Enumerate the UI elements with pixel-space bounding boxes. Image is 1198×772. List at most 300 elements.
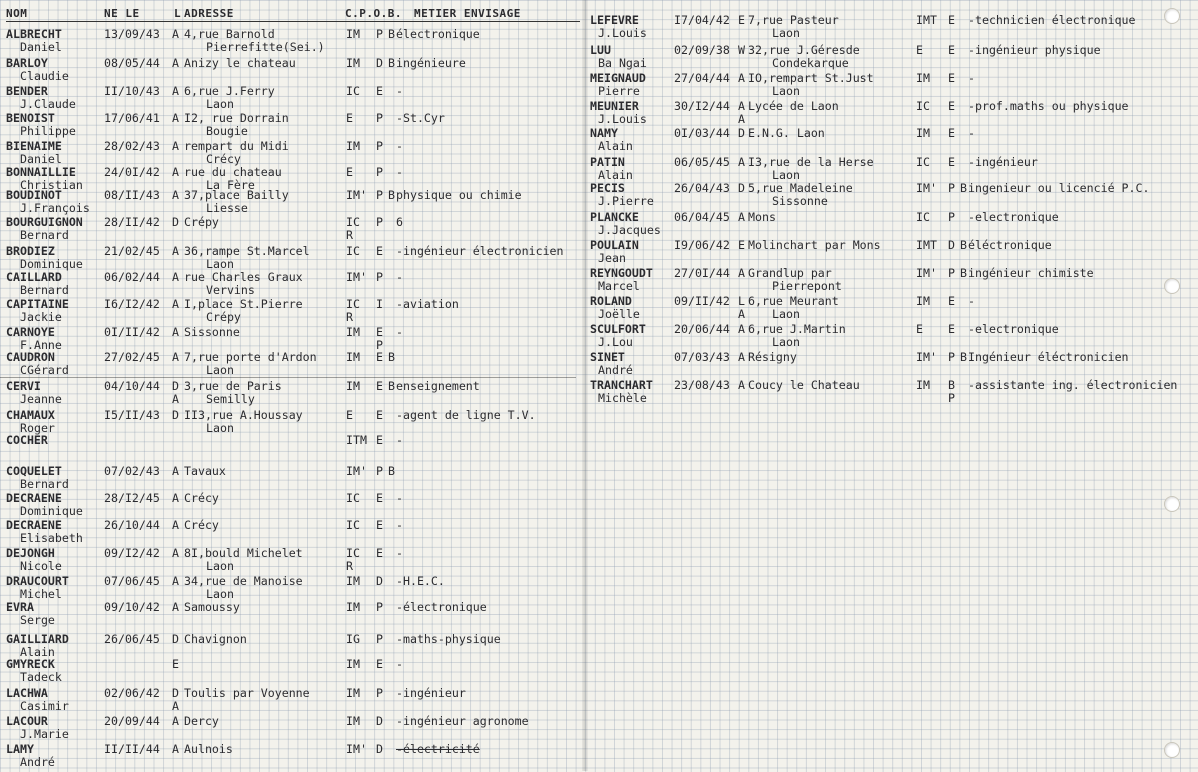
- address-line: I2, rue Dorrain: [184, 111, 289, 125]
- student-firstname: Jeanne: [20, 392, 62, 406]
- cpob-c: IM: [346, 657, 360, 671]
- status-letter-secondary: A: [738, 112, 745, 126]
- intended-career: -: [396, 433, 403, 447]
- address-town: Laon: [772, 307, 800, 321]
- cpob-p: E: [376, 518, 383, 532]
- student-surname: PLANCKE: [590, 210, 639, 224]
- address-line: E.N.G. Laon: [748, 126, 825, 140]
- student-surname: BENDER: [6, 84, 48, 98]
- punch-hole-mid-upper: [1164, 278, 1180, 294]
- cpob-p-secondary: P: [948, 391, 955, 405]
- address-line: IO,rempart St.Just: [748, 71, 874, 85]
- status-letter: A: [172, 139, 179, 153]
- cpob-c: IC: [916, 155, 930, 169]
- birth-date: II/10/43: [104, 84, 160, 98]
- cpob-c: IG: [346, 632, 360, 646]
- status-letter: A: [172, 518, 179, 532]
- right-sheet: [586, 0, 1198, 771]
- table-row: [586, 266, 1198, 296]
- table-row: [0, 714, 586, 744]
- student-surname: GAILLIARD: [6, 632, 69, 646]
- status-letter: D: [738, 126, 745, 140]
- cpob-p: P: [376, 165, 383, 179]
- cpob-c: IM: [346, 56, 360, 70]
- address-line: 37,place Bailly: [184, 188, 289, 202]
- status-letter: A: [172, 714, 179, 728]
- intended-career: -: [396, 491, 403, 505]
- status-letter: L: [738, 294, 745, 308]
- address-town: Laon: [206, 363, 234, 377]
- student-surname: DEJONGH: [6, 546, 55, 560]
- cpob-p: P: [376, 27, 383, 41]
- table-row: [0, 297, 586, 327]
- cpob-c: IM: [916, 71, 930, 85]
- birth-date: 27/04/44: [674, 71, 730, 85]
- birth-date: I9/06/42: [674, 238, 730, 252]
- birth-date: 23/08/43: [674, 378, 730, 392]
- student-surname: DECRAENE: [6, 518, 62, 532]
- student-surname: TRANCHART: [590, 378, 653, 392]
- cpob-p: E: [948, 13, 955, 27]
- cpob-p: E: [376, 84, 383, 98]
- birth-date: II/II/44: [104, 742, 160, 756]
- cpob-c: E: [916, 322, 923, 336]
- cpob-o: B: [388, 188, 395, 202]
- status-letter: A: [172, 27, 179, 41]
- intended-career: -assistante ing. électronicien: [968, 378, 1178, 392]
- table-row: [0, 464, 586, 494]
- address-line: Dercy: [184, 714, 219, 728]
- student-surname: PECIS: [590, 181, 625, 195]
- birth-date: 0I/II/42: [104, 325, 160, 339]
- student-surname: CERVI: [6, 379, 41, 393]
- intended-career: -électricité: [396, 742, 480, 756]
- cpob-o: B: [388, 379, 395, 393]
- cpob-p: P: [376, 215, 383, 229]
- cpob-c: IM': [346, 742, 367, 756]
- intended-career: -ingénieur agronome: [396, 714, 529, 728]
- student-surname: CAILLARD: [6, 270, 62, 284]
- cpob-p: D: [376, 714, 383, 728]
- address-line: I,place St.Pierre: [184, 297, 303, 311]
- table-row: [0, 188, 586, 218]
- student-firstname: Daniel: [20, 152, 62, 166]
- header-metier: METIER ENVISAGE: [414, 7, 521, 20]
- cpob-c: IM: [346, 350, 360, 364]
- status-letter: A: [172, 546, 179, 560]
- intended-career: -: [968, 294, 975, 308]
- cpob-p: E: [376, 657, 383, 671]
- intended-career: -technicien électronique: [968, 13, 1136, 27]
- student-firstname: Dominique: [20, 504, 83, 518]
- cpob-c: IM': [916, 266, 937, 280]
- status-letter: A: [738, 155, 745, 169]
- student-firstname: F.Anne: [20, 338, 62, 352]
- student-firstname: CGérard: [20, 363, 69, 377]
- status-letter: D: [172, 379, 179, 393]
- student-surname: LAMY: [6, 742, 34, 756]
- birth-date: 26/06/45: [104, 632, 160, 646]
- cpob-p: P: [376, 111, 383, 125]
- address-town: La Fère: [206, 178, 255, 192]
- student-surname: MEIGNAUD: [590, 71, 646, 85]
- address-line: Samoussy: [184, 600, 240, 614]
- student-firstname: Jackie: [20, 310, 62, 324]
- cpob-p: D: [948, 238, 955, 252]
- intended-career: Ingénieur éléctronicien: [968, 350, 1129, 364]
- address-line: Chavignon: [184, 632, 247, 646]
- cpob-c: IM: [346, 139, 360, 153]
- table-row: [0, 270, 586, 300]
- student-surname: GMYRECK: [6, 657, 55, 671]
- status-letter: A: [172, 297, 179, 311]
- status-letter: E: [738, 13, 745, 27]
- status-letter: A: [738, 378, 745, 392]
- cpob-c: IM: [346, 600, 360, 614]
- cpob-c: IC: [916, 99, 930, 113]
- cpob-o: B: [388, 27, 395, 41]
- student-firstname: Jean: [598, 251, 626, 265]
- student-firstname: Nicole: [20, 559, 62, 573]
- cpob-c: IM': [916, 181, 937, 195]
- status-letter: A: [172, 464, 179, 478]
- intended-career: -prof.maths ou physique: [968, 99, 1129, 113]
- cpob-p: D: [376, 574, 383, 588]
- student-firstname: Marcel: [598, 279, 640, 293]
- student-surname: BONNAILLIE: [6, 165, 76, 179]
- cpob-p: B: [948, 378, 955, 392]
- cpob-c: E: [346, 165, 353, 179]
- student-surname: NAMY: [590, 126, 618, 140]
- status-letter-secondary: A: [172, 699, 179, 713]
- punch-hole-top: [1164, 8, 1180, 24]
- student-firstname: Serge: [20, 613, 55, 627]
- student-firstname: Pierre: [598, 84, 640, 98]
- cpob-o: B: [388, 464, 395, 478]
- address-line: Résigny: [748, 350, 797, 364]
- cpob-p: P: [948, 350, 955, 364]
- table-row: [0, 379, 586, 409]
- intended-career: -agent de ligne T.V.: [396, 408, 536, 422]
- student-firstname: Bernard: [20, 477, 69, 491]
- address-town: Laon: [206, 257, 234, 271]
- cpob-o: B: [388, 56, 395, 70]
- address-line: 5,rue Madeleine: [748, 181, 853, 195]
- address-town: Laon: [772, 335, 800, 349]
- cpob-o: B: [960, 181, 967, 195]
- student-firstname: Dominique: [20, 257, 83, 271]
- address-town: Laon: [206, 587, 234, 601]
- birth-date: I6/I2/42: [104, 297, 160, 311]
- table-row: [0, 546, 586, 576]
- birth-date: 07/02/43: [104, 464, 160, 478]
- table-row: [586, 378, 1198, 408]
- student-surname: BARLOY: [6, 56, 48, 70]
- cpob-c: IM: [346, 27, 360, 41]
- status-letter: A: [172, 111, 179, 125]
- student-surname: BOURGUIGNON: [6, 215, 83, 229]
- address-town: Pierrepont: [772, 279, 842, 293]
- left-sheet: [0, 0, 586, 771]
- cpob-c: IC: [346, 215, 360, 229]
- cpob-c: ITM: [346, 433, 367, 447]
- intended-career: -ingénieur: [968, 155, 1038, 169]
- cpob-c: IM: [346, 379, 360, 393]
- address-line: rue Charles Graux: [184, 270, 303, 284]
- status-letter: A: [172, 350, 179, 364]
- intended-career: -St.Cyr: [396, 111, 445, 125]
- intended-career: -: [968, 71, 975, 85]
- status-letter: D: [172, 632, 179, 646]
- table-row: [586, 126, 1198, 156]
- table-row: [0, 215, 586, 245]
- status-letter: A: [172, 244, 179, 258]
- address-town: Laon: [206, 97, 234, 111]
- address-town: Laon: [772, 168, 800, 182]
- student-surname: DECRAENE: [6, 491, 62, 505]
- header-adresse: ADRESSE: [184, 7, 234, 20]
- table-row: [0, 491, 586, 521]
- birth-date: 21/02/45: [104, 244, 160, 258]
- student-firstname: Joëlle: [598, 307, 640, 321]
- intended-career: -ingénieur: [396, 686, 466, 700]
- student-surname: BIENAIME: [6, 139, 62, 153]
- birth-date: 02/06/42: [104, 686, 160, 700]
- student-surname: SCULFORT: [590, 322, 646, 336]
- status-letter: A: [172, 742, 179, 756]
- address-line: Toulis par Voyenne: [184, 686, 310, 700]
- student-firstname: André: [598, 363, 633, 377]
- status-letter: A: [172, 56, 179, 70]
- cpob-p: D: [376, 742, 383, 756]
- address-line: 34,rue de Manoise: [184, 574, 303, 588]
- punch-hole-mid-lower: [1164, 496, 1180, 512]
- cpob-p-secondary: P: [376, 338, 383, 352]
- status-letter: D: [172, 215, 179, 229]
- birth-date: 02/09/38: [674, 43, 730, 57]
- student-firstname: J.Louis: [598, 26, 647, 40]
- table-row: [586, 238, 1198, 268]
- table-row: [0, 600, 586, 630]
- cpob-p: P: [376, 139, 383, 153]
- birth-date: 06/05/45: [674, 155, 730, 169]
- birth-date: 09/II/42: [674, 294, 730, 308]
- student-surname: CARNOYE: [6, 325, 55, 339]
- address-line: 6,rue Meurant: [748, 294, 839, 308]
- student-firstname: Casimir: [20, 699, 69, 713]
- address-town: Laon: [772, 84, 800, 98]
- cpob-c: IC: [916, 210, 930, 224]
- birth-date: 09/10/42: [104, 600, 160, 614]
- birth-date: 20/06/44: [674, 322, 730, 336]
- cpob-o: B: [960, 266, 967, 280]
- cpob-p: E: [376, 433, 383, 447]
- cpob-p: P: [376, 600, 383, 614]
- birth-date: 24/0I/42: [104, 165, 160, 179]
- student-firstname: J.François: [20, 201, 90, 215]
- birth-date: 28/02/43: [104, 139, 160, 153]
- student-firstname: J.Claude: [20, 97, 76, 111]
- cpob-p: E: [948, 43, 955, 57]
- cpob-c: IM': [346, 188, 367, 202]
- student-surname: LEFEVRE: [590, 13, 639, 27]
- cpob-p: E: [376, 325, 383, 339]
- cpob-p: E: [376, 244, 383, 258]
- status-letter: A: [738, 350, 745, 364]
- status-letter: A: [738, 210, 745, 224]
- student-surname: SINET: [590, 350, 625, 364]
- intended-career: -: [968, 126, 975, 140]
- cpob-p: E: [948, 155, 955, 169]
- status-letter: D: [172, 686, 179, 700]
- status-letter: A: [172, 270, 179, 284]
- birth-date: 17/06/41: [104, 111, 160, 125]
- student-surname: CAUDRON: [6, 350, 55, 364]
- student-firstname: Christian: [20, 178, 83, 192]
- intended-career: physique ou chimie: [396, 188, 522, 202]
- student-firstname: J.Marie: [20, 727, 69, 741]
- birth-date: 04/10/44: [104, 379, 160, 393]
- cpob-c: IC: [346, 491, 360, 505]
- status-letter-secondary: A: [172, 392, 179, 406]
- student-surname: CAPITAINE: [6, 297, 69, 311]
- status-letter: E: [172, 657, 179, 671]
- address-line: Coucy le Chateau: [748, 378, 860, 392]
- address-line: Crécy: [184, 491, 219, 505]
- cpob-o: B: [960, 238, 967, 252]
- birth-date: 26/10/44: [104, 518, 160, 532]
- intended-career: ingénieur chimiste: [968, 266, 1094, 280]
- birth-date: 07/03/43: [674, 350, 730, 364]
- table-row: [586, 13, 1198, 43]
- cpob-c: E: [916, 43, 923, 57]
- student-firstname: Claudie: [20, 69, 69, 83]
- table-row: [0, 27, 586, 57]
- cpob-c: IM': [916, 350, 937, 364]
- status-letter: A: [172, 325, 179, 339]
- cpob-c: IM: [346, 325, 360, 339]
- table-row: [586, 43, 1198, 73]
- cpob-c-secondary: R: [346, 310, 353, 324]
- table-row: [0, 111, 586, 141]
- address-town: Pierrefitte(Sei.): [206, 40, 325, 54]
- address-line: Aulnois: [184, 742, 233, 756]
- cpob-p: P: [376, 632, 383, 646]
- table-row: [0, 350, 586, 380]
- address-line: 4,rue Barnold: [184, 27, 275, 41]
- cpob-c: IM: [346, 574, 360, 588]
- cpob-c: IC: [346, 546, 360, 560]
- student-firstname: Bernard: [20, 283, 69, 297]
- table-row: [0, 84, 586, 114]
- table-row: [586, 350, 1198, 380]
- birth-date: 20/09/44: [104, 714, 160, 728]
- cpob-c: IM: [916, 126, 930, 140]
- student-firstname: J.Pierre: [598, 194, 654, 208]
- address-line: rue du chateau: [184, 165, 282, 179]
- intended-career: -H.E.C.: [396, 574, 445, 588]
- address-town: Laon: [206, 559, 234, 573]
- cpob-p: E: [376, 408, 383, 422]
- address-line: 6,rue J.Ferry: [184, 84, 275, 98]
- table-row: [586, 210, 1198, 240]
- intended-career: -: [396, 657, 403, 671]
- table-row: [0, 657, 586, 687]
- birth-date: I5/II/43: [104, 408, 160, 422]
- address-line: Grandlup par: [748, 266, 832, 280]
- student-firstname: J.Louis: [598, 112, 647, 126]
- table-row: [0, 686, 586, 716]
- cpob-p: E: [376, 546, 383, 560]
- intended-career: -: [396, 518, 403, 532]
- status-letter: A: [172, 491, 179, 505]
- cpob-c: IC: [346, 84, 360, 98]
- student-surname: LUU: [590, 43, 611, 57]
- status-letter: A: [738, 266, 745, 280]
- intended-career: -: [396, 325, 403, 339]
- cpob-p: E: [376, 379, 383, 393]
- cpob-c: IM: [916, 294, 930, 308]
- address-line: Molinchart par Mons: [748, 238, 881, 252]
- address-line: Sissonne: [184, 325, 240, 339]
- intended-career: -: [396, 165, 403, 179]
- cpob-p: I: [376, 297, 383, 311]
- address-line: 36,rampe St.Marcel: [184, 244, 310, 258]
- address-line: I3,rue de la Herse: [748, 155, 874, 169]
- student-surname: LACOUR: [6, 714, 48, 728]
- status-letter: A: [172, 600, 179, 614]
- cpob-c: IM: [916, 378, 930, 392]
- intended-career: -electronique: [968, 322, 1059, 336]
- address-line: 7,rue porte d'Ardon: [184, 350, 317, 364]
- status-letter: D: [172, 408, 179, 422]
- student-firstname: Daniel: [20, 40, 62, 54]
- table-row: [0, 56, 586, 86]
- birth-date: 27/0I/44: [674, 266, 730, 280]
- cpob-p: E: [376, 491, 383, 505]
- student-surname: REYNGOUDT: [590, 266, 653, 280]
- address-line: 6,rue J.Martin: [748, 322, 846, 336]
- cpob-c: E: [346, 408, 353, 422]
- cpob-p: E: [948, 322, 955, 336]
- cpob-p: E: [948, 126, 955, 140]
- student-firstname: Michel: [20, 587, 62, 601]
- student-surname: CHAMAUX: [6, 408, 55, 422]
- student-surname: MEUNIER: [590, 99, 639, 113]
- table-row: [586, 99, 1198, 129]
- birth-date: 06/02/44: [104, 270, 160, 284]
- student-firstname: Alain: [20, 645, 55, 659]
- address-line: 3,rue de Paris: [184, 379, 282, 393]
- student-surname: BENOIST: [6, 111, 55, 125]
- status-letter: A: [172, 574, 179, 588]
- student-firstname: Elisabeth: [20, 531, 83, 545]
- cpob-p: E: [376, 350, 383, 364]
- birth-date: 0I/03/44: [674, 126, 730, 140]
- cpob-p: P: [376, 464, 383, 478]
- address-town: Vervins: [206, 283, 255, 297]
- student-surname: BOUDINOT: [6, 188, 62, 202]
- cpob-p: D: [376, 56, 383, 70]
- birth-date: 06/04/45: [674, 210, 730, 224]
- birth-date: 13/09/43: [104, 27, 160, 41]
- address-line: Anizy le chateau: [184, 56, 296, 70]
- table-row: [0, 518, 586, 548]
- intended-career: -: [396, 139, 403, 153]
- student-firstname: Alain: [598, 168, 633, 182]
- cpob-p: P: [376, 188, 383, 202]
- header-rule: [6, 21, 580, 22]
